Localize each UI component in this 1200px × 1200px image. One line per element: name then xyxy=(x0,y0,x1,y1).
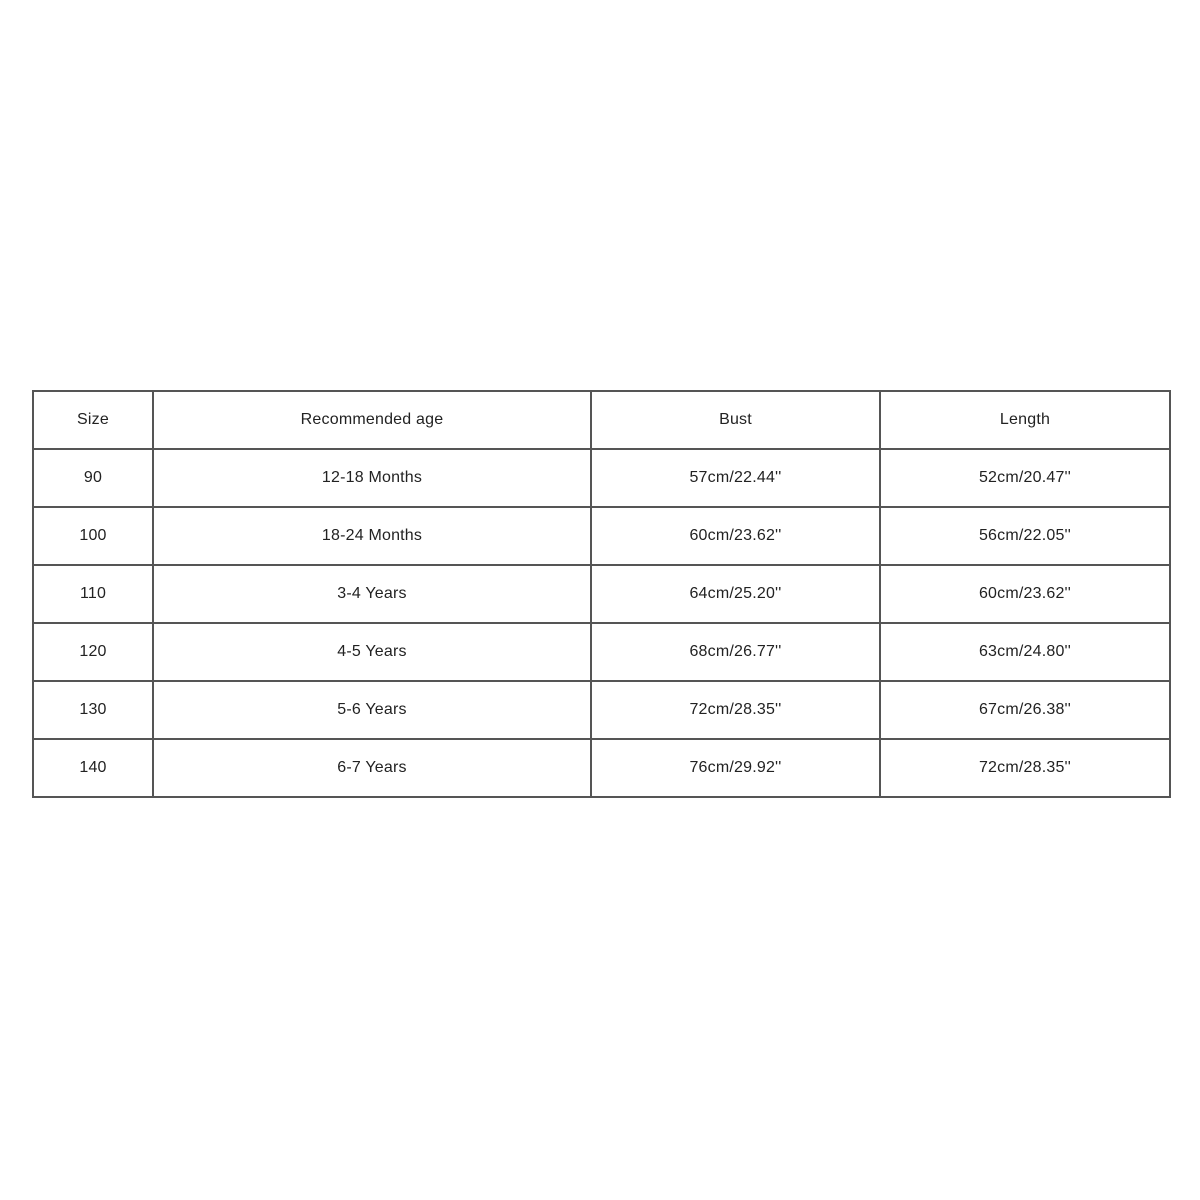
cell-length: 67cm/26.38'' xyxy=(880,681,1170,739)
size-chart-table xyxy=(32,390,1171,798)
cell-bust: 68cm/26.77'' xyxy=(591,623,880,681)
header-size: Size xyxy=(33,391,153,449)
cell-size: 140 xyxy=(33,739,153,797)
cell-length: 60cm/23.62'' xyxy=(880,565,1170,623)
header-length: Length xyxy=(880,391,1170,449)
cell-size: 130 xyxy=(33,681,153,739)
cell-bust: 76cm/29.92'' xyxy=(591,739,880,797)
cell-recommended-age: 12-18 Months xyxy=(153,449,591,507)
table-row xyxy=(33,507,1170,565)
header-bust: Bust xyxy=(591,391,880,449)
cell-length: 56cm/22.05'' xyxy=(880,507,1170,565)
cell-bust: 57cm/22.44'' xyxy=(591,449,880,507)
header-recommended-age: Recommended age xyxy=(153,391,591,449)
cell-recommended-age: 3-4 Years xyxy=(153,565,591,623)
cell-bust: 64cm/25.20'' xyxy=(591,565,880,623)
cell-length: 52cm/20.47'' xyxy=(880,449,1170,507)
cell-size: 90 xyxy=(33,449,153,507)
cell-recommended-age: 5-6 Years xyxy=(153,681,591,739)
cell-size: 110 xyxy=(33,565,153,623)
table-row xyxy=(33,681,1170,739)
cell-recommended-age: 4-5 Years xyxy=(153,623,591,681)
cell-size: 120 xyxy=(33,623,153,681)
table-row xyxy=(33,565,1170,623)
cell-size: 100 xyxy=(33,507,153,565)
table-row xyxy=(33,623,1170,681)
table-row xyxy=(33,449,1170,507)
cell-length: 72cm/28.35'' xyxy=(880,739,1170,797)
cell-bust: 72cm/28.35'' xyxy=(591,681,880,739)
cell-bust: 60cm/23.62'' xyxy=(591,507,880,565)
table-header-row xyxy=(33,391,1170,449)
cell-recommended-age: 18-24 Months xyxy=(153,507,591,565)
cell-recommended-age: 6-7 Years xyxy=(153,739,591,797)
table-row xyxy=(33,739,1170,797)
cell-length: 63cm/24.80'' xyxy=(880,623,1170,681)
